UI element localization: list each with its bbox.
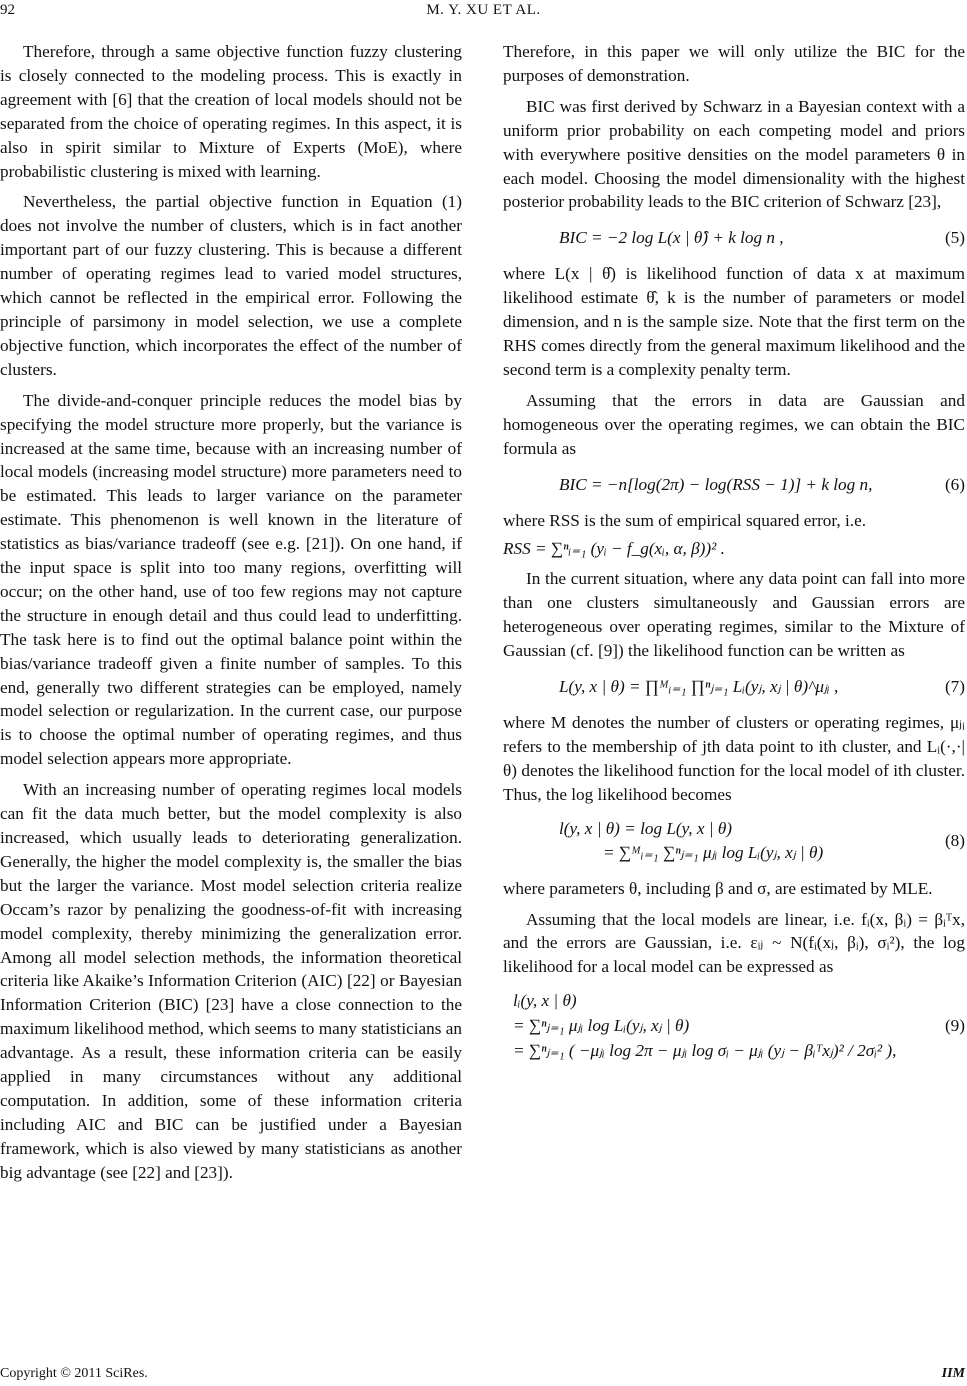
equation-number: (5) — [944, 228, 965, 248]
journal-name: IIM — [941, 1366, 965, 1381]
equation-8 — [503, 817, 965, 867]
equation-6 — [503, 471, 965, 499]
equation-body: BIC = −n[log(2π) − log(RSS − 1)] + k log n, — [559, 474, 873, 494]
equation-7 — [503, 673, 965, 701]
left-column — [0, 40, 462, 1185]
equation-line: = ∑ⁿⱼ₌₁ ( −μⱼᵢ log 2π − μⱼᵢ log σᵢ − μⱼᵢ (yⱼ − βᵢᵀxⱼ)² / 2σᵢ² ), — [513, 1041, 897, 1061]
equation-body: L(y, x | θ) = ∏ᴹᵢ₌₁ ∏ⁿⱼ₌₁ Lᵢ(yⱼ, xⱼ | θ)^μⱼᵢ , — [559, 677, 839, 697]
paragraph: The divide-and-conquer principle reduces the model bias by specifying the model structure more properly, but the variance is increased at the same time, because with an increasing number of local models (increasing model structure) more parameters need to be estimated. This leads to larger variance on the parameter estimate. This phenomenon is well known in the literature of statistics as bias/variance tradeoff (see e.g. [21]). On one hand, if the input space is split into too many regions, overfitting will occur; on the other hand, use of too few regions may not capture the structure in enough detail and thus could lead to underfitting. The task here is to find out the optimal balance point within the bias/variance tradeoff given a finite number of samples. To this end, generally two different strategies can be employed, namely model selection or regularization. In the current case, our purpose is to choose the optimal number of operating regimes, and thus model selection appears more appropriate. — [0, 390, 462, 769]
paragraph: Therefore, through a same objective function fuzzy clustering is closely connected to the modeling process. This is exactly in agreement with [6] that the creation of local models should not be separated from the choice of operating regimes. In this aspect, it is also in spirit similar to Mixture of Experts (MoE), where probabilistic clustering is mixed with learning. — [0, 42, 462, 181]
equation-5 — [503, 224, 965, 252]
paragraph: Assuming that the errors in data are Gaussian and homogeneous over the operating regimes, we can obtain the BIC formula as — [503, 390, 965, 458]
paragraph: where M denotes the number of clusters or operating regimes, μⱼᵢ refers to the membership of jth data point to ith cluster, and Lᵢ(·,·|θ) denotes the likelihood function for the local model of ith cluster. Thus, the log likelihood becomes — [503, 713, 965, 804]
equation-number: (8) — [944, 830, 965, 850]
equation-number: (7) — [944, 677, 965, 697]
equation-line: l(y, x | θ) = log L(y, x | θ) — [559, 818, 733, 838]
equation-body: BIC = −2 log L(x | θ̂) + k log n , — [559, 228, 784, 248]
paragraph: In the current situation, where any data point can fall into more than one clusters simultaneously and Gaussian errors are heterogeneous over operating regimes, similar to the Mixture of Gaussian (cf. [9]) the likelihood function can be written as — [503, 569, 965, 661]
paragraph: Therefore, in this paper we will only utilize the BIC for the purposes of demonstration. — [503, 42, 965, 85]
copyright: Copyright © 2011 SciRes. — [0, 1366, 148, 1381]
page-number: 92 — [0, 2, 15, 18]
paragraph: where L(x | θ̂) is likelihood function of data x at maximum likelihood estimate θ̂, k is the number of parameters or model dimension, and n is the sample size. Note that the first term on the RHS comes directly from the general maximum likelihood and the second term is a complexity penalty term. — [503, 264, 965, 379]
equation-line: = ∑ᴹᵢ₌₁ ∑ⁿⱼ₌₁ μⱼᵢ log Lᵢ(yⱼ, xⱼ | θ) — [603, 842, 824, 862]
equation-number: (6) — [944, 474, 965, 494]
paragraph: BIC was first derived by Schwarz in a Bayesian context with a uniform prior probability on each competing model and priors with everywhere positive densities on the model parameters θ in each model. Choosing the model dimensionality with the highest posterior probability leads to the BIC criterion of Schwarz [23], — [503, 96, 965, 212]
running-title: M. Y. XU ET AL. — [426, 2, 541, 18]
equation-9 — [503, 989, 965, 1065]
right-column — [503, 40, 965, 1075]
equation-line: lᵢ(y, x | θ) — [513, 991, 577, 1011]
paragraph: With an increasing number of operating regimes local models can fit the data much better, but the model complexity is also increased, which usually leads to deteriorating generalization. Generally, the higher the model complexity is, the smaller the bias but the larger the variance. Most model selection criteria realize Occam’s razor by penalizing the goodness-of-fit with increasing model complexity, thereby minimizing the generalization error. Among all model selection methods, the information theoretical criteria like Akaike’s Information Criterion (AIC) [22] or Bayesian Information Criterion (BIC) [23] have a close connection to the maximum likelihood method, which seems to many statisticians an advantage. As a result, these information criteria can be easily applied in many circumstances without any additional computation. In addition, some of these information criteria including AIC and BIC can be justified under a Bayesian framework, which is also viewed by many statisticians as another big advantage (see [22] and [23]). — [0, 780, 462, 1182]
paragraph: where RSS is the sum of empirical squared error, i.e. — [503, 510, 867, 530]
paragraph: Assuming that the local models are linear, i.e. fᵢ(x, βᵢ) = βᵢᵀx, and the errors are Gaussian, i.e. εᵢⱼ ~ N(fᵢ(xⱼ, βᵢ), σᵢ²), the log likelihood for a local model can be expressed as — [503, 909, 965, 977]
paragraph: Nevertheless, the partial objective function in Equation (1) does not involve the number of clusters, which is in fact another important part of our fuzzy clustering. This is because a different number of operating regimes lead to varied model structures, which cannot be reflected in the empirical error. Following the principle of parsimony in model selection, we use a complete objective function, which incorporates the effect of the number of clusters. — [0, 192, 462, 379]
equation-number: (9) — [944, 1016, 965, 1036]
paragraph: where parameters θ, including β and σ, are estimated by MLE. — [503, 878, 933, 898]
equation-line: = ∑ⁿⱼ₌₁ μⱼᵢ log Lᵢ(yⱼ, xⱼ | θ) — [513, 1016, 690, 1036]
rss-definition: RSS = ∑ⁿᵢ₌₁ (yᵢ − f_g(xᵢ, α, β))² . — [503, 538, 725, 558]
